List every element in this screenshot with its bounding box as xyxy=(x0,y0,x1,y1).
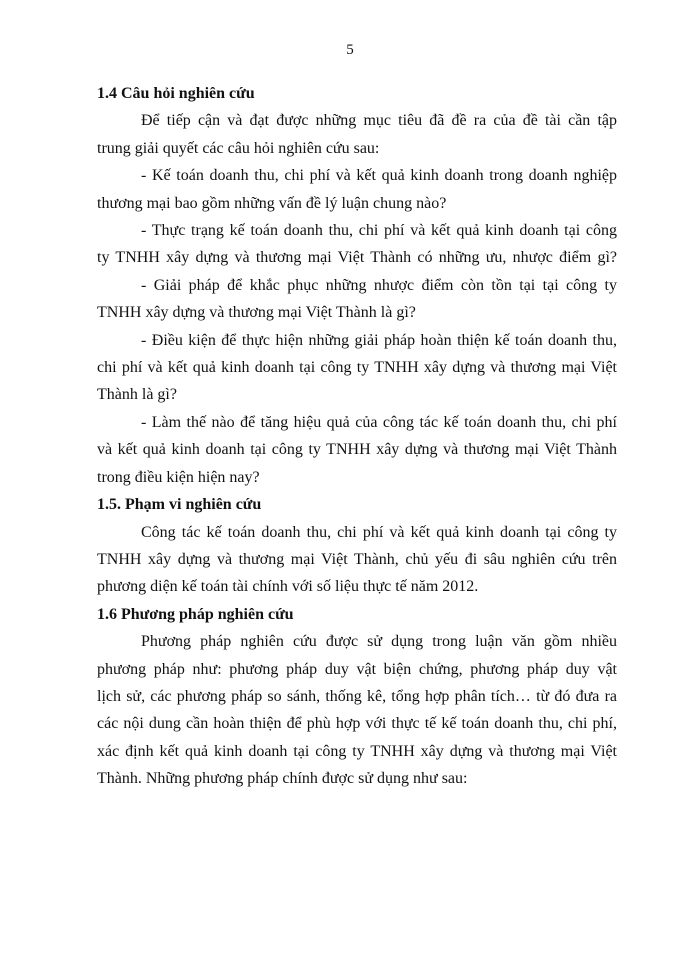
paragraph xyxy=(97,217,617,272)
text-line: lịch sử, các phương pháp so sánh, thống kê, tổng hợp phân tích… từ đó đưa ra xyxy=(97,687,617,705)
text-line: trong điều kiện hiện nay? xyxy=(97,468,260,486)
text-line: Phương pháp nghiên cứu được sử dụng trong luận văn gồm nhiều xyxy=(141,633,617,651)
text-line: chi phí và kết quả kinh doanh tại công ty TNHH xây dựng và thương mại Việt xyxy=(97,359,617,377)
text-line: Để tiếp cận và đạt được những mục tiêu đã đề ra của đề tài cần tập xyxy=(141,112,617,130)
text-line: TNHH xây dựng và thương mại Việt Thành, chủ yếu đi sâu nghiên cứu trên xyxy=(97,550,617,568)
text-line: TNHH xây dựng và thương mại Việt Thành là gì? xyxy=(97,304,416,322)
text-line: Công tác kế toán doanh thu, chi phí và kết quả kinh doanh tại công ty xyxy=(141,523,617,541)
text-line: - Điều kiện để thực hiện những giải pháp hoàn thiện kế toán doanh thu, xyxy=(141,331,617,349)
text-line: xác định kết quả kinh doanh tại công ty TNHH xây dựng và thương mại Việt xyxy=(97,742,617,760)
text-line: phương pháp như: phương pháp duy vật biện chứng, phương pháp duy vật xyxy=(97,660,617,678)
text-line: trung giải quyết các câu hỏi nghiên cứu sau: xyxy=(97,139,380,157)
text-line: phương diện kế toán tài chính với số liệu thực tế năm 2012. xyxy=(97,578,479,596)
paragraph xyxy=(97,272,617,327)
section-heading: 1.6 Phương pháp nghiên cứu xyxy=(97,605,294,623)
paragraph xyxy=(97,628,617,792)
paragraph xyxy=(97,327,617,409)
paragraph xyxy=(97,162,617,217)
page-number: 5 xyxy=(346,42,354,58)
text-line: các nội dung cần hoàn thiện để phù hợp với thực tế kế toán doanh thu, chi phí, xyxy=(97,715,617,733)
text-line: ty TNHH xây dựng và thương mại Việt Thành có những ưu, nhược điểm gì? xyxy=(97,249,617,267)
document-body xyxy=(97,80,617,793)
text-line: thương mại bao gồm những vấn đề lý luận chung nào? xyxy=(97,194,447,212)
paragraph xyxy=(97,519,617,601)
text-line: và kết quả kinh doanh tại công ty TNHH xây dựng và thương mại Việt Thành xyxy=(97,441,617,459)
section-heading: 1.4 Câu hỏi nghiên cứu xyxy=(97,85,255,102)
section-heading: 1.5. Phạm vi nghiên cứu xyxy=(97,496,262,514)
section-research-scope xyxy=(97,491,617,601)
text-line: Thành là gì? xyxy=(97,386,177,404)
text-line: - Làm thế nào để tăng hiệu quả của công tác kế toán doanh thu, chi phí xyxy=(141,413,617,431)
section-research-questions xyxy=(97,80,617,491)
text-line: - Kế toán doanh thu, chi phí và kết quả kinh doanh trong doanh nghiệp xyxy=(141,167,617,185)
paragraph xyxy=(97,107,617,162)
section-research-methods xyxy=(97,601,617,793)
text-line: - Giải pháp để khắc phục những nhược điểm còn tồn tại tại công ty xyxy=(141,276,617,294)
text-line: Thành. Những phương pháp chính được sử dụng như sau: xyxy=(97,770,468,788)
text-line: - Thực trạng kế toán doanh thu, chi phí và kết quả kinh doanh tại công xyxy=(141,222,617,240)
paragraph xyxy=(97,409,617,491)
